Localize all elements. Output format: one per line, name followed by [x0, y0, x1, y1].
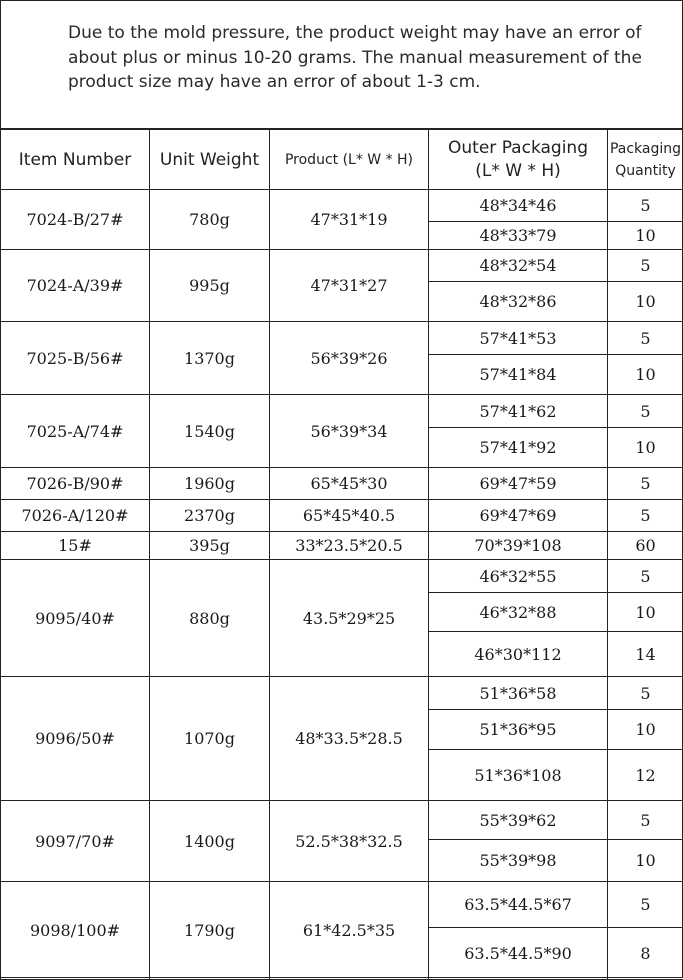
- product-size-cell: 47*31*27: [270, 250, 429, 322]
- outer-packaging-cell: 63.5*44.5*67: [429, 882, 608, 928]
- header-item-number: Item Number: [1, 130, 150, 190]
- outer-packaging-cell: 48*34*46: [429, 190, 608, 222]
- outer-packaging-cell: 57*41*62: [429, 395, 608, 428]
- table-row: [1, 190, 683, 222]
- table-row: [1, 395, 683, 428]
- outer-packaging-cell: 57*41*92: [429, 428, 608, 468]
- packaging-quantity-cell: 10: [608, 593, 683, 632]
- item-number-cell: 7025-A/74#: [1, 395, 150, 468]
- outer-packaging-cell: 69*47*59: [429, 468, 608, 500]
- header-packaging-quantity-line1: Packaging: [608, 138, 683, 160]
- unit-weight-cell: 1400g: [150, 801, 270, 882]
- unit-weight-cell: 2370g: [150, 500, 270, 532]
- item-number-cell: 15#: [1, 532, 150, 560]
- header-outer-packaging-line2: (L* W * H): [429, 160, 607, 183]
- header-outer-packaging: [429, 130, 608, 190]
- header-packaging-quantity: [608, 130, 683, 190]
- outer-packaging-cell: 55*39*98: [429, 840, 608, 882]
- packaging-quantity-cell: 12: [608, 750, 683, 801]
- unit-weight-cell: 1070g: [150, 677, 270, 801]
- packaging-quantity-cell: 10: [608, 355, 683, 395]
- packaging-quantity-cell: 5: [608, 560, 683, 593]
- unit-weight-cell: 780g: [150, 190, 270, 250]
- packaging-quantity-cell: 10: [608, 222, 683, 250]
- outer-packaging-cell: 57*41*53: [429, 322, 608, 355]
- table-body: [1, 190, 683, 980]
- packaging-quantity-cell: 5: [608, 468, 683, 500]
- outer-packaging-cell: 69*47*69: [429, 500, 608, 532]
- product-spec-table: [0, 129, 683, 980]
- table-row: [1, 801, 683, 840]
- outer-packaging-cell: 57*41*84: [429, 355, 608, 395]
- header-row: [1, 130, 683, 190]
- header-unit-weight: Unit Weight: [150, 130, 270, 190]
- product-size-cell: 61*42.5*35: [270, 882, 429, 980]
- outer-packaging-cell: 46*32*88: [429, 593, 608, 632]
- unit-weight-cell: 880g: [150, 560, 270, 677]
- table-row: [1, 882, 683, 928]
- header-outer-packaging-line1: Outer Packaging: [429, 137, 607, 160]
- packaging-quantity-cell: 10: [608, 710, 683, 750]
- unit-weight-cell: 1790g: [150, 882, 270, 980]
- table-row: [1, 532, 683, 560]
- packaging-quantity-cell: 5: [608, 882, 683, 928]
- product-size-cell: 47*31*19: [270, 190, 429, 250]
- item-number-cell: 9098/100#: [1, 882, 150, 980]
- outer-packaging-cell: 48*32*86: [429, 282, 608, 322]
- outer-packaging-cell: 48*32*54: [429, 250, 608, 282]
- table-row: [1, 250, 683, 282]
- packaging-quantity-cell: 10: [608, 428, 683, 468]
- unit-weight-cell: 1540g: [150, 395, 270, 468]
- packaging-quantity-cell: 10: [608, 282, 683, 322]
- outer-packaging-cell: 46*30*112: [429, 632, 608, 677]
- unit-weight-cell: 1370g: [150, 322, 270, 395]
- outer-packaging-cell: 51*36*95: [429, 710, 608, 750]
- outer-packaging-cell: 51*36*58: [429, 677, 608, 710]
- unit-weight-cell: 1960g: [150, 468, 270, 500]
- packaging-quantity-cell: 5: [608, 190, 683, 222]
- packaging-quantity-cell: 14: [608, 632, 683, 677]
- product-size-cell: 52.5*38*32.5: [270, 801, 429, 882]
- outer-packaging-cell: 51*36*108: [429, 750, 608, 801]
- product-size-cell: 56*39*26: [270, 322, 429, 395]
- product-size-cell: 48*33.5*28.5: [270, 677, 429, 801]
- outer-packaging-cell: 63.5*44.5*90: [429, 928, 608, 980]
- item-number-cell: 7026-B/90#: [1, 468, 150, 500]
- packaging-quantity-cell: 5: [608, 677, 683, 710]
- item-number-cell: 7025-B/56#: [1, 322, 150, 395]
- item-number-cell: 9096/50#: [1, 677, 150, 801]
- product-size-cell: 65*45*40.5: [270, 500, 429, 532]
- header-product-size: Product (L* W * H): [270, 130, 429, 190]
- outer-packaging-cell: 48*33*79: [429, 222, 608, 250]
- product-size-cell: 33*23.5*20.5: [270, 532, 429, 560]
- product-size-cell: 65*45*30: [270, 468, 429, 500]
- item-number-cell: 7024-A/39#: [1, 250, 150, 322]
- unit-weight-cell: 995g: [150, 250, 270, 322]
- unit-weight-cell: 395g: [150, 532, 270, 560]
- table-row: [1, 500, 683, 532]
- item-number-cell: 9097/70#: [1, 801, 150, 882]
- header-packaging-quantity-line2: Quantity: [608, 160, 683, 182]
- outer-packaging-cell: 55*39*62: [429, 801, 608, 840]
- packaging-quantity-cell: 10: [608, 840, 683, 882]
- packaging-quantity-cell: 5: [608, 395, 683, 428]
- product-size-cell: 43.5*29*25: [270, 560, 429, 677]
- product-size-cell: 56*39*34: [270, 395, 429, 468]
- packaging-quantity-cell: 5: [608, 322, 683, 355]
- table-row: [1, 322, 683, 355]
- outer-packaging-cell: 70*39*108: [429, 532, 608, 560]
- packaging-quantity-cell: 60: [608, 532, 683, 560]
- item-number-cell: 7024-B/27#: [1, 190, 150, 250]
- outer-packaging-cell: 46*32*55: [429, 560, 608, 593]
- packaging-quantity-cell: 8: [608, 928, 683, 980]
- table-row: [1, 468, 683, 500]
- packaging-quantity-cell: 5: [608, 801, 683, 840]
- table-row: [1, 560, 683, 593]
- table-row: [1, 677, 683, 710]
- packaging-quantity-cell: 5: [608, 500, 683, 532]
- item-number-cell: 9095/40#: [1, 560, 150, 677]
- packaging-quantity-cell: 5: [608, 250, 683, 282]
- item-number-cell: 7026-A/120#: [1, 500, 150, 532]
- disclaimer-notice: Due to the mold pressure, the product weight may have an error of about plus or minus 10-20 grams. The manual measurement of the product size may have an error of about 1-3 cm.: [0, 0, 683, 129]
